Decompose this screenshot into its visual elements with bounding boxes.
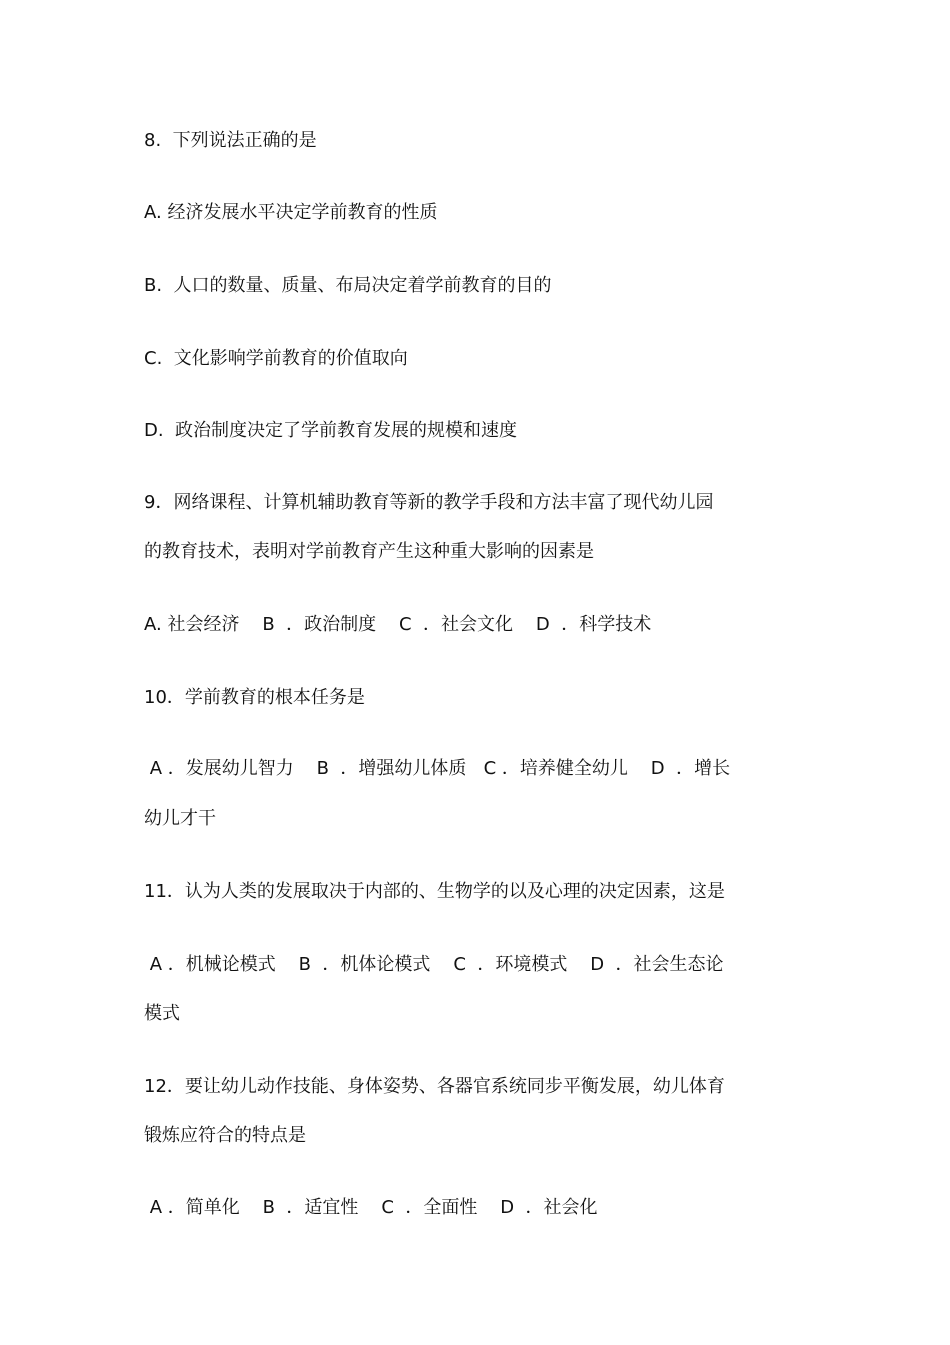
question-8-stem: 8. 下列说法正确的是	[144, 130, 317, 151]
question-12-stem-line-1: 12．要让幼儿动作技能、身体姿势、各器官系统同步平衡发展，幼儿体育	[144, 1076, 725, 1097]
question-8-option-c: C. 文化影响学前教育的价值取向	[144, 348, 408, 369]
question-11-stem: 11．认为人类的发展取决于内部的、生物学的以及心理的决定因素，这是	[144, 881, 725, 902]
question-10-options-wrap: 幼儿才干	[144, 808, 216, 829]
question-10-options: A ．发展幼儿智力 B ．增强幼儿体质 C ．培养健全幼儿 D ．增长	[144, 758, 731, 779]
question-8-option-d: D. 政治制度决定了学前教育发展的规模和速度	[144, 420, 518, 441]
question-9-options: A. 社会经济 B ．政治制度 C ．社会文化 D ．科学技术	[144, 614, 652, 635]
question-8-option-b: B. 人口的数量、质量、布局决定着学前教育的目的	[144, 275, 552, 296]
question-9-stem-line-2: 的教育技术，表明对学前教育产生这种重大影响的因素是	[144, 541, 594, 562]
question-11-options: A ．机械论模式 B ．机体论模式 C ．环境模式 D ．社会生态论	[144, 954, 724, 975]
question-8-option-a: A. 经济发展水平决定学前教育的性质	[144, 202, 438, 223]
question-9-stem-line-1: 9．网络课程、计算机辅助教育等新的教学手段和方法丰富了现代幼儿园	[144, 492, 714, 513]
question-12-stem-line-2: 锻炼应符合的特点是	[144, 1125, 306, 1146]
question-12-options: A ．简单化 B ．适宜性 C ．全面性 D ．社会化	[144, 1197, 598, 1218]
question-11-options-wrap: 模式	[144, 1003, 180, 1024]
question-10-stem: 10．学前教育的根本任务是	[144, 687, 365, 708]
